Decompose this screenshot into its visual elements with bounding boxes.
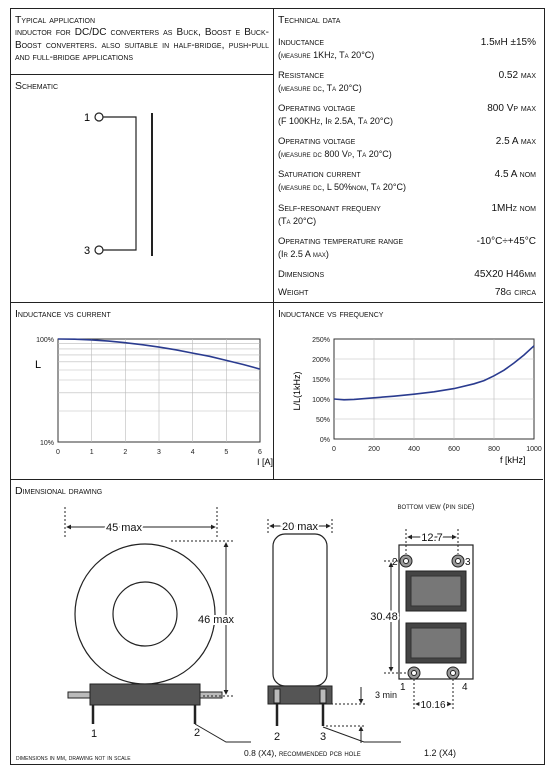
schematic-title: Schematic bbox=[15, 80, 59, 92]
y-tick-label: 50% bbox=[315, 417, 330, 424]
tech-row-dimensions: Dimensions 45X20 H46mm bbox=[278, 269, 536, 280]
bottom-pin3-label: 3 bbox=[465, 557, 471, 568]
x-tick-label: 1000 bbox=[526, 446, 542, 453]
x-tick-label: 600 bbox=[448, 446, 460, 453]
datasheet bbox=[10, 8, 545, 765]
y-tick-label: 100% bbox=[312, 397, 330, 404]
dim-45-max: 45 max bbox=[105, 522, 143, 534]
drawing-footnote: dimensions in mm, drawing not in scale bbox=[16, 755, 131, 762]
tech-row-saturation: Saturation current (measure dc, L 50%nom, Ta 20°C) 4.5 A nom bbox=[278, 169, 536, 192]
divider-application bbox=[11, 74, 273, 75]
drawing-title: Dimensional drawing bbox=[15, 485, 103, 497]
x-axis-label: f [kHz] bbox=[500, 455, 526, 465]
inductance-current-chart bbox=[11, 321, 273, 479]
side-pin3-label: 3 bbox=[320, 731, 327, 743]
technical-title: Technical data bbox=[278, 14, 341, 26]
x-tick-label: 0 bbox=[56, 449, 60, 456]
x-tick-label: 800 bbox=[488, 446, 500, 453]
x-tick-label: 2 bbox=[123, 449, 128, 456]
tech-row-inductance: Inductance (measure 1KHz, Ta 20°C) 1.5mH ±15% bbox=[278, 37, 536, 60]
tech-row-self-resonant: Self-resonant frequeny (Ta 20°C) 1MHz nom bbox=[278, 203, 536, 226]
x-tick-label: 0 bbox=[332, 446, 336, 453]
application-description: inductor for DC/DC converters as Buck, Boost e Buck-Boost converters. also suitable in half-bridge, push-pull and full-bridge applications bbox=[15, 27, 269, 63]
dimensional-drawing bbox=[11, 479, 544, 764]
y-tick-label: 100% bbox=[36, 337, 54, 344]
x-axis-label: I [A] bbox=[257, 457, 273, 467]
dim-20-max: 20 max bbox=[281, 521, 319, 533]
bottom-view-label: bottom view (pin side) bbox=[397, 502, 475, 511]
front-pin2-label: 2 bbox=[194, 727, 201, 739]
chart-current-title: Inductance vs current bbox=[15, 308, 111, 320]
pin-diameter-note: 1.2 (X4) bbox=[424, 748, 457, 758]
y-tick-label: 200% bbox=[312, 357, 330, 364]
chart-frequency-title: Inductance vs frequency bbox=[278, 308, 384, 320]
dim-12-7: 12.7 bbox=[421, 532, 443, 544]
y-tick-label: 10% bbox=[39, 440, 54, 447]
tech-row-resistance: Resistance (measure dc, Ta 20°C) 0.52 max bbox=[278, 70, 536, 93]
tech-row-temperature: Operating temperature range (Ir 2.5 A max) -10°C÷+45°C bbox=[278, 236, 536, 259]
x-tick-label: 6 bbox=[258, 449, 262, 456]
schematic-pin1-label: 1 bbox=[84, 112, 91, 124]
tech-row-weight: Weight 78g circa bbox=[278, 287, 536, 298]
tech-row-operating-voltage: Operating voltage (F 100KHz, Ir 2.5A, Ta 20°C) 800 Vp max bbox=[278, 103, 536, 126]
schematic-diagram bbox=[11, 99, 273, 299]
dim-30-48: 30.48 bbox=[370, 611, 398, 623]
bottom-pin2-label: 2 bbox=[392, 557, 398, 568]
schematic-pin3-label: 3 bbox=[84, 245, 91, 257]
y-tick-label: 0% bbox=[319, 437, 330, 444]
x-tick-label: 5 bbox=[224, 449, 229, 456]
application-title: Typical application bbox=[15, 14, 96, 26]
y-axis-label: L/L(1kHz) bbox=[292, 371, 302, 411]
bottom-pin1-label: 1 bbox=[400, 682, 406, 693]
dim-3-min: 3 min bbox=[375, 690, 398, 700]
y-tick-label: 150% bbox=[312, 377, 330, 384]
dim-10-16: 10.16 bbox=[420, 700, 446, 711]
y-tick-label: 250% bbox=[312, 337, 330, 344]
hole-note: 0.8 (X4), recommended pcb hole bbox=[244, 748, 361, 758]
inductance-frequency-chart bbox=[274, 321, 544, 479]
technical-table bbox=[278, 37, 536, 302]
x-tick-label: 4 bbox=[190, 449, 195, 456]
tech-row-operating-current: Operating voltage (measure dc 800 Vp, Ta 20°C) 2.5 A max bbox=[278, 136, 536, 159]
bottom-pin4-label: 4 bbox=[462, 682, 468, 693]
dim-46-max: 46 max bbox=[197, 614, 235, 626]
y-axis-label: L bbox=[35, 359, 42, 371]
x-tick-label: 3 bbox=[157, 449, 161, 456]
side-pin2-label: 2 bbox=[274, 731, 281, 743]
x-tick-label: 200 bbox=[368, 446, 380, 453]
plot-area bbox=[334, 339, 534, 439]
front-pin1-label: 1 bbox=[91, 728, 98, 740]
x-tick-label: 400 bbox=[408, 446, 420, 453]
x-tick-label: 1 bbox=[89, 449, 94, 456]
